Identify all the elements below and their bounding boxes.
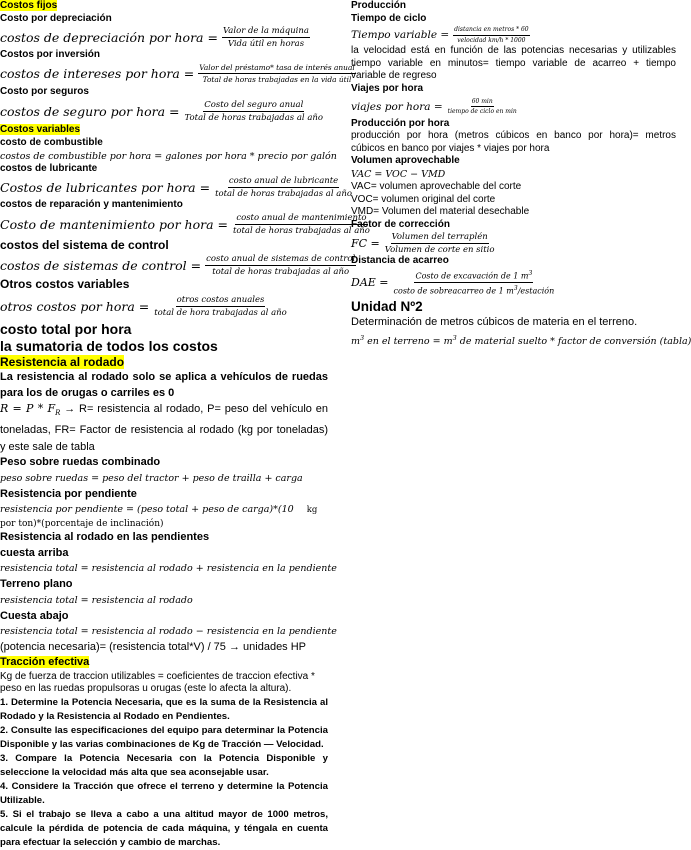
volumen-formula: VAC = VOC − VMD bbox=[351, 168, 446, 180]
dae-formula: DAE = $\frac{Costo de excavación de 1 m^3}{costo de sobreacarreo de 1 m^3/estación}$ bbox=[351, 269, 555, 297]
rodado-pendientes-heading: Resistencia al rodado en las pendientes bbox=[0, 531, 210, 544]
vmd-text: VMD= Volumen del material desechable bbox=[351, 206, 530, 218]
step-4: 4. Considere la Tracción que ofrece el terreno y determine la Potencia Utilizable. bbox=[0, 780, 328, 806]
determinacion-text: Determinación de metros cúbicos de materia en el terreno. bbox=[351, 315, 638, 328]
lubricante-formula: Costos de lubricantes por hora = $\frac{\text{costo anual de lubricante}}{\text{total de horas trabajadas al año}}$ bbox=[0, 175, 352, 199]
pendiente-heading: Resistencia por pendiente bbox=[0, 487, 137, 500]
volumen-heading: Volumen aprovechable bbox=[351, 155, 460, 167]
vac-text: VAC= volumen aprovechable del corte bbox=[351, 180, 522, 192]
resistencia-rodado-text: La resistencia al rodado solo se aplica a vehículos de ruedas para los de orugas o carriles es 0 bbox=[0, 371, 328, 399]
viajes-heading: Viajes por hora bbox=[351, 82, 424, 94]
tiempo-variable-formula: Tiempo variable = $\frac{\text{distancia en metros * 60}}{\text{velocidad km/h * 1000}}$ bbox=[351, 26, 529, 44]
unidad-heading: Unidad Nº2 bbox=[351, 298, 423, 314]
potencia-necesaria-text: (potencia necesaria)= (resistencia total*V) / 75 → unidades HP bbox=[0, 641, 307, 654]
reparacion-heading: costos de reparación y mantenimiento bbox=[0, 199, 183, 211]
resistencia-rodado-heading: Resistencia al rodado bbox=[0, 354, 125, 369]
peso-ruedas-formula: peso sobre ruedas = peso del tractor + peso de trailla + carga bbox=[0, 472, 303, 484]
control-heading: costos del sistema de control bbox=[0, 237, 169, 252]
factor-correccion-heading: Factor de corrección bbox=[351, 218, 450, 230]
produccion-hora-text: producción por hora (metros cúbicos en banco por hora)= metros cúbicos en banco por viajes * viajes por hora bbox=[351, 130, 676, 154]
tiempo-ciclo-heading: Tiempo de ciclo bbox=[351, 12, 427, 24]
step-1: 1. Determine la Potencia Necesaria, que es la suma de la Resistencia al Rodado y la Resistencia al Rodado en Pendientes. bbox=[0, 696, 328, 722]
costos-variables-heading: Costos variables bbox=[0, 124, 81, 136]
mantenimiento-formula: Costo de mantenimiento por hora = $\frac{\text{costo anual de mantenimiento}}{\text{total de horas trabajadas al año}}$ bbox=[0, 213, 370, 237]
otros-costos-heading: Otros costos variables bbox=[0, 277, 130, 292]
depreciacion-formula: costos de depreciación por hora = $\frac{\text{Valor de la máquina}}{\text{Vida útil en horas}}$ bbox=[0, 25, 309, 49]
otros-costos-formula: otros costos por hora = $\frac{\text{otros costos anuales}}{\text{total de hora trabajadas al año}}$ bbox=[0, 295, 287, 319]
right-column bbox=[351, 0, 691, 350]
sumatoria-heading: la sumatoria de todos los costos bbox=[0, 337, 218, 354]
produccion-hora-heading: Producción por hora bbox=[351, 117, 450, 129]
step-5: 5. Si el trabajo se lleva a cabo a una altitud mayor de 1000 metros, calcule la pérdida de potencia de cada máquina, y téngala en cuenta para efectuar la selección y cambio de marchas. bbox=[0, 808, 328, 848]
seguros-heading: Costo por seguros bbox=[0, 85, 89, 97]
cuesta-arriba-formula: resistencia total = resistencia al rodado + resistencia en la pendiente bbox=[0, 563, 337, 575]
tiempo-variable-text: la velocidad está en función de las potencias necesarias y utilizables tiempo variable en minutos= tiempo variable de acarreo + tiempo variable de regreso bbox=[351, 45, 676, 82]
distancia-acarreo-heading: Distancia de acarreo bbox=[351, 255, 449, 267]
pendiente-formula: resistencia por pendiente = (peso total + peso de carga)*(10 kg bbox=[0, 504, 318, 516]
costo-total-heading: costo total por hora bbox=[0, 320, 132, 337]
terreno-plano-formula: resistencia total = resistencia al rodado bbox=[0, 594, 193, 606]
cuesta-arriba-heading: cuesta arriba bbox=[0, 546, 69, 559]
r-formula-paragraph: $R = P * F_R \to R=$ resistencia al rodado, P= peso del vehículo en toneladas, FR= Factor de resistencia al rodado (kg por toneladas) y este sale de tabla bbox=[0, 402, 328, 453]
seguro-formula: costos de seguro por hora = $\frac{\text{Costo del seguro anual}}{\text{Total de horas trabajadas al año}}$ bbox=[0, 99, 324, 123]
terreno-plano-heading: Terreno plano bbox=[0, 578, 73, 591]
cuesta-abajo-heading: Cuesta abajo bbox=[0, 609, 69, 622]
viajes-formula: viajes por hora = $\frac{60 \min}{\text{tiempo de ciclo en min}}$ bbox=[351, 97, 517, 116]
voc-text: VOC= volumen original del corte bbox=[351, 193, 496, 205]
produccion-heading: Producción bbox=[351, 0, 407, 11]
conversion-formula: $m^3$ en el terreno = $m^3$ de material suelto * factor de conversión (tabla) bbox=[351, 333, 691, 348]
factor-correccion-formula: FC = $\frac{\text{Volumen del terraplén}}{\text{Volumen de corte en sitio}}$ bbox=[351, 231, 495, 255]
depreciacion-heading: Costo por depreciación bbox=[0, 12, 112, 24]
combustible-formula: costos de combustible por hora = galones por hora * precio por galón bbox=[0, 150, 337, 162]
step-2: 2. Consulte las especificaciones del equipo para determinar la Potencia Disponible y las varias combinaciones de Kg de Tracción — Velocidad. bbox=[0, 724, 328, 750]
lubricante-heading: costos de lubricante bbox=[0, 162, 98, 174]
costos-fijos-heading: Costos fijos bbox=[0, 0, 58, 11]
step-3: 3. Compare la Potencia Necesaria con la Potencia Disponible y seleccione la velocidad más alta que sea aconsejable usar. bbox=[0, 752, 328, 778]
intereses-formula: costos de intereses por hora = $\frac{\text{Valor del préstamo* tasa de interés anual}}{\text{Total de horas trabajadas en la vida útil}}$ bbox=[0, 63, 355, 85]
pendiente-formula-tail: por ton)*(porcentaje de inclinación) bbox=[0, 519, 164, 530]
peso-ruedas-heading: Peso sobre ruedas combinado bbox=[0, 456, 161, 469]
combustible-heading: costo de combustible bbox=[0, 136, 103, 148]
control-formula: costos de sistemas de control = $\frac{\text{costo anual de sistemas de control}}{\text{total de horas trabajadas al año}}$ bbox=[0, 253, 356, 277]
traccion-efectiva-heading: Tracción efectiva bbox=[0, 656, 90, 669]
inversion-heading: Costos por inversión bbox=[0, 49, 101, 61]
cuesta-abajo-formula: resistencia total = resistencia al rodado − resistencia en la pendiente bbox=[0, 626, 337, 638]
traccion-text: Kg de fuerza de traccion utilizables = coeficientes de traccion efectiva * peso en las ruedas propulsoras u orugas (este lo afecta la altura). bbox=[0, 670, 315, 695]
